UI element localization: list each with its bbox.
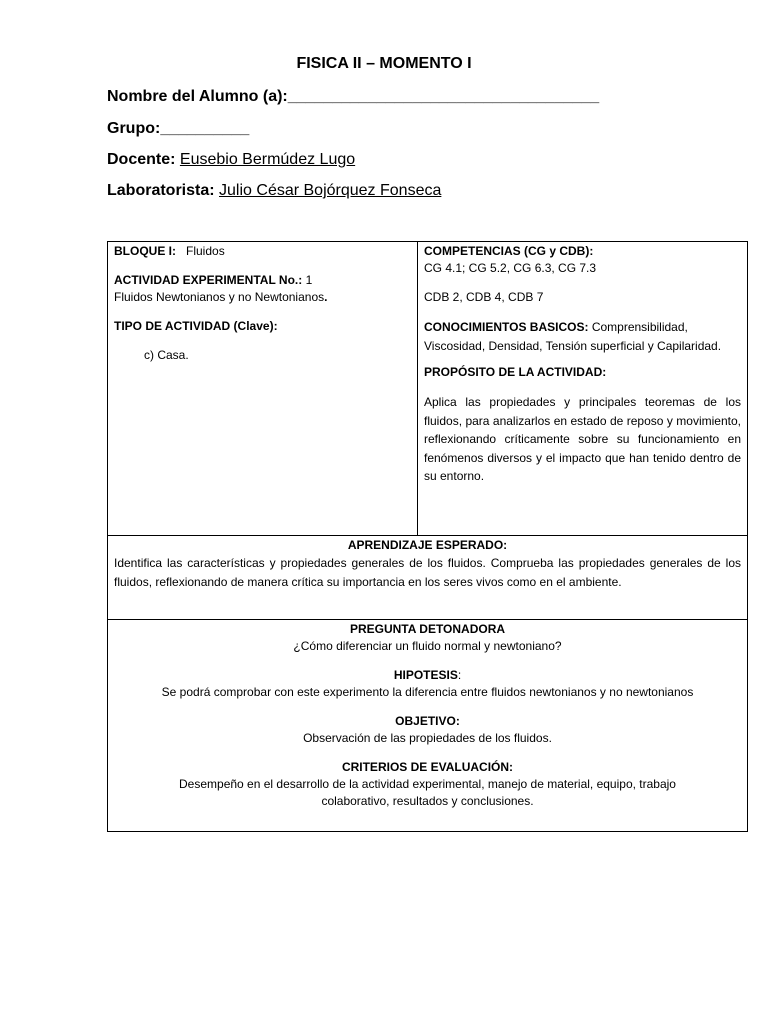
actividad-number: 1 — [305, 273, 313, 287]
lab-technician-label: Laboratorista: — [107, 182, 215, 199]
teacher-label: Docente: — [107, 151, 176, 168]
student-name-field: Nombre del Alumno (a):___________________________________ — [107, 88, 600, 105]
hipotesis-text: Se podrá comprobar con este experimento la diferencia entre fluidos newtonianos y no newtonianos — [161, 685, 694, 699]
bloque-line — [114, 243, 411, 260]
pregunta-cell — [108, 620, 748, 832]
proposito-label: PROPÓSITO DE LA ACTIVIDAD: — [424, 365, 607, 379]
conocimientos-value: Comprensibilidad, Viscosidad, Densidad, Tensión superficial y Capilaridad. — [424, 320, 722, 353]
pregunta-label: PREGUNTA DETONADORA — [349, 622, 506, 636]
pregunta-text: ¿Cómo diferenciar un fluido normal y newtoniano? — [293, 639, 562, 653]
hipotesis-heading — [114, 667, 741, 684]
bloque-label: BLOQUE I: — [114, 244, 176, 258]
bloque-value: Fluidos — [186, 244, 225, 258]
competencias-cell — [418, 242, 748, 536]
tipo-label: TIPO DE ACTIVIDAD (Clave): — [114, 319, 278, 333]
lab-technician-name: Julio César Bojórquez Fonseca — [219, 182, 442, 199]
conocimientos-label: CONOCIMIENTOS BASICOS: — [424, 320, 589, 334]
group-field: Grupo:__________ — [107, 120, 250, 137]
competencias-label: COMPETENCIAS (CG y CDB): — [424, 244, 594, 258]
objetivo-label: OBJETIVO: — [395, 714, 460, 728]
actividad-label: ACTIVIDAD EXPERIMENTAL No.: — [114, 273, 303, 287]
conocimientos-block — [424, 318, 741, 356]
objetivo-text: Observación de las propiedades de los fluidos. — [303, 731, 552, 745]
aprendizaje-label: APRENDIZAJE ESPERADO: — [347, 538, 508, 552]
criterios-label: CRITERIOS DE EVALUACIÓN: — [341, 760, 514, 774]
lab-technician-field — [107, 182, 441, 200]
actividad-line — [114, 272, 411, 289]
actividad-period: . — [324, 290, 328, 304]
actividad-desc-line — [114, 289, 411, 306]
tipo-option: c) Casa. — [144, 348, 189, 362]
teacher-name: Eusebio Bermúdez Lugo — [179, 151, 356, 168]
aprendizaje-cell — [108, 536, 748, 620]
page-title: FISICA II – MOMENTO I — [296, 55, 472, 72]
cdb-list: CDB 2, CDB 4, CDB 7 — [424, 290, 544, 304]
teacher-field — [107, 151, 355, 169]
activity-info-cell — [108, 242, 418, 536]
proposito-text: Aplica las propiedades y principales teoremas de los fluidos, para analizarlos en estado de reposo y movimiento, reflexionando críticamente sobre su funcionamiento en fenómenos diversos y el impacto que han tenido dentro de su entorno. — [424, 395, 741, 483]
hipotesis-colon: : — [457, 668, 462, 682]
hipotesis-label: HIPOTESIS — [393, 668, 458, 682]
activity-table — [107, 241, 748, 832]
actividad-desc: Fluidos Newtonianos y no Newtonianos — [114, 290, 325, 304]
criterios-text: Desempeño en el desarrollo de la actividad experimental, manejo de material, equipo, trabajo colaborativo, resultados y conclusiones. — [179, 777, 676, 808]
cg-list: CG 4.1; CG 5.2, CG 6.3, CG 7.3 — [424, 261, 597, 275]
aprendizaje-text: Identifica las características y propiedades generales de los fluidos. Comprueba las propiedades generales de los fluidos, reflexionando de manera crítica su importancia en los seres vivos como en el ambiente. — [114, 556, 741, 589]
